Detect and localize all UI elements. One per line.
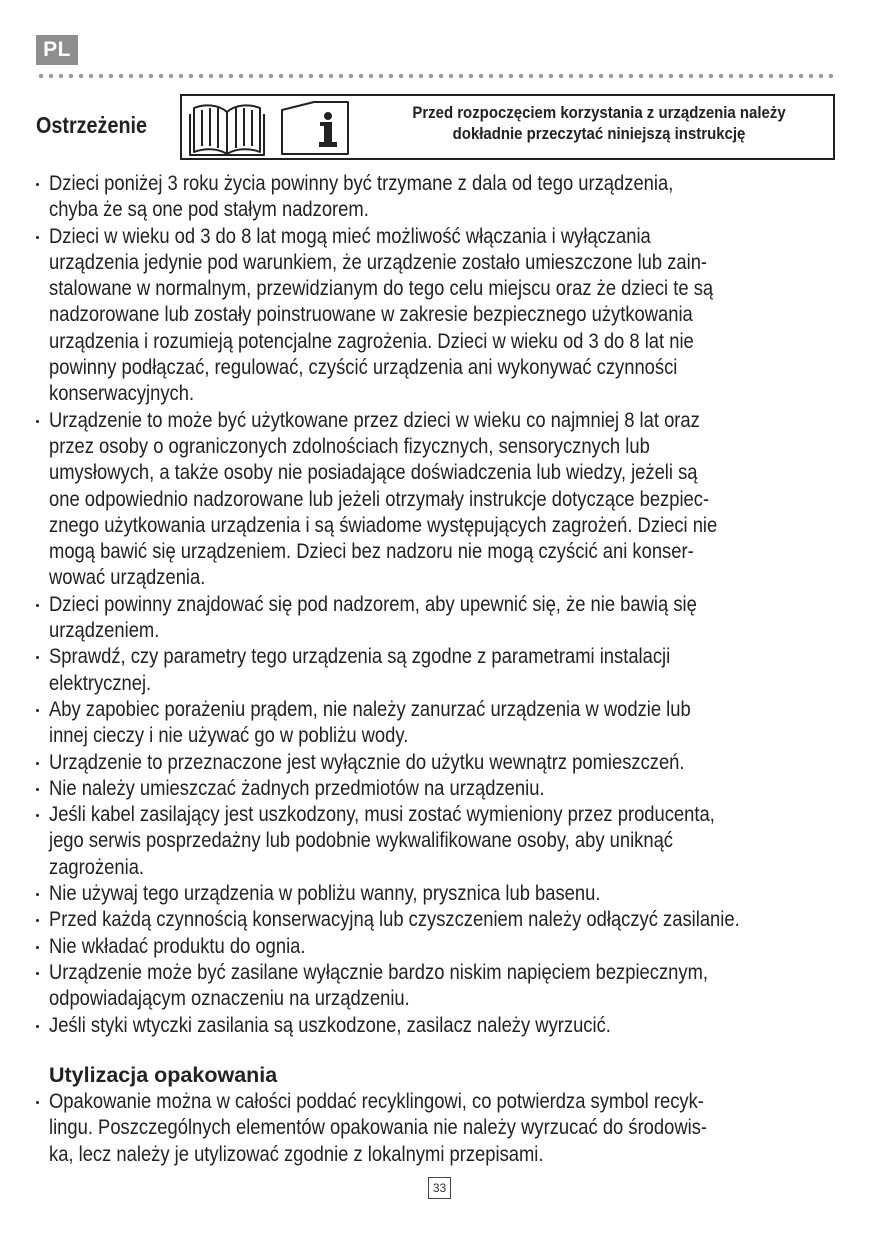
instruction-line: wować urządzenia. bbox=[49, 565, 206, 590]
warning-notice-line: Przed rozpoczęciem korzystania z urządzenia należy bbox=[412, 103, 786, 122]
instruction-line: Dzieci poniżej 3 roku życia powinny być trzymane z dala od tego urządzenia, bbox=[49, 171, 674, 195]
packaging-instruction-list bbox=[36, 1088, 840, 1167]
instruction-line: Przed każdą czynnością konserwacyjną lub czyszczeniem należy odłączyć zasilanie. bbox=[49, 907, 740, 932]
instruction-item bbox=[36, 223, 840, 407]
instruction-line: Nie używaj tego urządzenia w pobliżu wanny, prysznica lub basenu. bbox=[49, 881, 601, 906]
instruction-item bbox=[36, 880, 840, 906]
instruction-line: urządzenia jedynie pod warunkiem, że urządzenie zostało umieszczone lub zain- bbox=[49, 249, 708, 274]
instruction-line: przez osoby o ograniczonych zdolnościach fizycznych, sensorycznych lub bbox=[49, 433, 650, 458]
instruction-line: mogą bawić się urządzeniem. Dzieci bez nadzoru nie mogą czyścić ani konser- bbox=[49, 539, 694, 564]
page-number: 33 bbox=[428, 1177, 451, 1199]
warning-notice-box bbox=[180, 94, 835, 160]
instruction-line: lingu. Poszczególnych elementów opakowania nie należy wyrzucać do środowis- bbox=[49, 1115, 708, 1140]
instruction-item bbox=[36, 407, 840, 591]
instruction-line: Nie należy umieszczać żadnych przedmiotów na urządzeniu. bbox=[49, 775, 545, 800]
instruction-line: Sprawdź, czy parametry tego urządzenia są zgodne z parametrami instalacji bbox=[49, 644, 671, 669]
info-icon bbox=[278, 100, 352, 156]
warning-title: Ostrzeżenie bbox=[36, 112, 148, 138]
instruction-line: znego użytkowania urządzenia i są świadome występujących zagrożeń. Dzieci nie bbox=[49, 512, 718, 537]
instructions-content bbox=[36, 170, 840, 1167]
instruction-item bbox=[36, 170, 840, 223]
instruction-line: urządzeniem. bbox=[49, 618, 160, 643]
instruction-line: Dzieci w wieku od 3 do 8 lat mogą mieć możliwość włączania i wyłączania bbox=[49, 223, 651, 248]
instruction-line: zagrożenia. bbox=[49, 854, 145, 879]
instruction-line: jego serwis posprzedażny lub podobnie wykwalifikowane osoby, aby uniknąć bbox=[49, 828, 674, 853]
instruction-line: powinny podłączać, regulować, czyścić urządzenia ani wykonywać czynności bbox=[49, 355, 678, 380]
dotted-divider bbox=[36, 73, 839, 79]
instruction-item bbox=[36, 775, 840, 801]
instruction-item bbox=[36, 643, 840, 696]
instruction-line: nadzorowane lub zostały poinstruowane w zakresie bezpiecznego użytkowania bbox=[49, 302, 693, 327]
instruction-line: Nie wkładać produktu do ognia. bbox=[49, 933, 306, 958]
instruction-line: urządzenia i rozumieją potencjalne zagrożenia. Dzieci w wieku od 3 do 8 lat nie bbox=[49, 328, 694, 353]
instruction-item bbox=[36, 1012, 840, 1038]
language-badge: PL bbox=[36, 35, 78, 65]
instruction-line: stalowane w normalnym, przewidzianym do tego celu miejscu oraz że dzieci te są bbox=[49, 276, 714, 301]
instruction-line: umysłowych, a także osoby nie posiadające doświadczenia lub wiedzy, jeżeli są bbox=[49, 460, 698, 485]
instruction-item bbox=[36, 801, 840, 880]
instruction-line: Aby zapobiec porażeniu prądem, nie należy zanurzać urządzenia w wodzie lub bbox=[49, 696, 691, 721]
instruction-line: Urządzenie to może być użytkowane przez dzieci w wieku co najmniej 8 lat oraz bbox=[49, 407, 700, 432]
instruction-line: chyba że są one pod stałym nadzorem. bbox=[49, 197, 369, 222]
safety-instruction-list bbox=[36, 170, 840, 1038]
instruction-line: Urządzenie może być zasilane wyłącznie bardzo niskim napięciem bezpiecznym, bbox=[49, 959, 709, 984]
instruction-item bbox=[36, 906, 840, 932]
instruction-item bbox=[36, 591, 840, 644]
warning-notice-line: dokładnie przeczytać niniejszą instrukcję bbox=[452, 124, 746, 143]
instruction-line: elektrycznej. bbox=[49, 670, 152, 695]
instruction-line: Jeśli styki wtyczki zasilania są uszkodzone, zasilacz należy wyrzucić. bbox=[49, 1012, 611, 1037]
instruction-line: Urządzenie to przeznaczone jest wyłącznie do użytku wewnątrz pomieszczeń. bbox=[49, 749, 685, 774]
instruction-line: ka, lecz należy je utylizować zgodnie z lokalnymi przepisami. bbox=[49, 1141, 544, 1166]
instruction-item bbox=[36, 959, 840, 1012]
open-book-icon bbox=[188, 100, 266, 156]
instruction-line: Jeśli kabel zasilający jest uszkodzony, musi zostać wymieniony przez producenta, bbox=[49, 802, 715, 827]
packaging-heading: Utylizacja opakowania bbox=[49, 1062, 278, 1087]
instruction-line: Dzieci powinny znajdować się pod nadzorem, aby upewnić się, że nie bawią się bbox=[49, 591, 697, 616]
instruction-line: konserwacyjnych. bbox=[49, 381, 195, 406]
instruction-line: Opakowanie można w całości poddać recyklingowi, co potwierdza symbol recyk- bbox=[49, 1089, 704, 1114]
instruction-line: innej cieczy i nie używać go w pobliżu wody. bbox=[49, 723, 409, 748]
instruction-line: odpowiadającym oznaczeniu na urządzeniu. bbox=[49, 986, 410, 1011]
instruction-item bbox=[36, 749, 840, 775]
instruction-item bbox=[36, 933, 840, 959]
instruction-item bbox=[36, 696, 840, 749]
instruction-line: one odpowiednio nadzorowane lub jeżeli otrzymały instrukcje dotyczące bezpiec- bbox=[49, 486, 710, 511]
warning-notice-text bbox=[368, 102, 830, 144]
instruction-item bbox=[36, 1088, 840, 1167]
